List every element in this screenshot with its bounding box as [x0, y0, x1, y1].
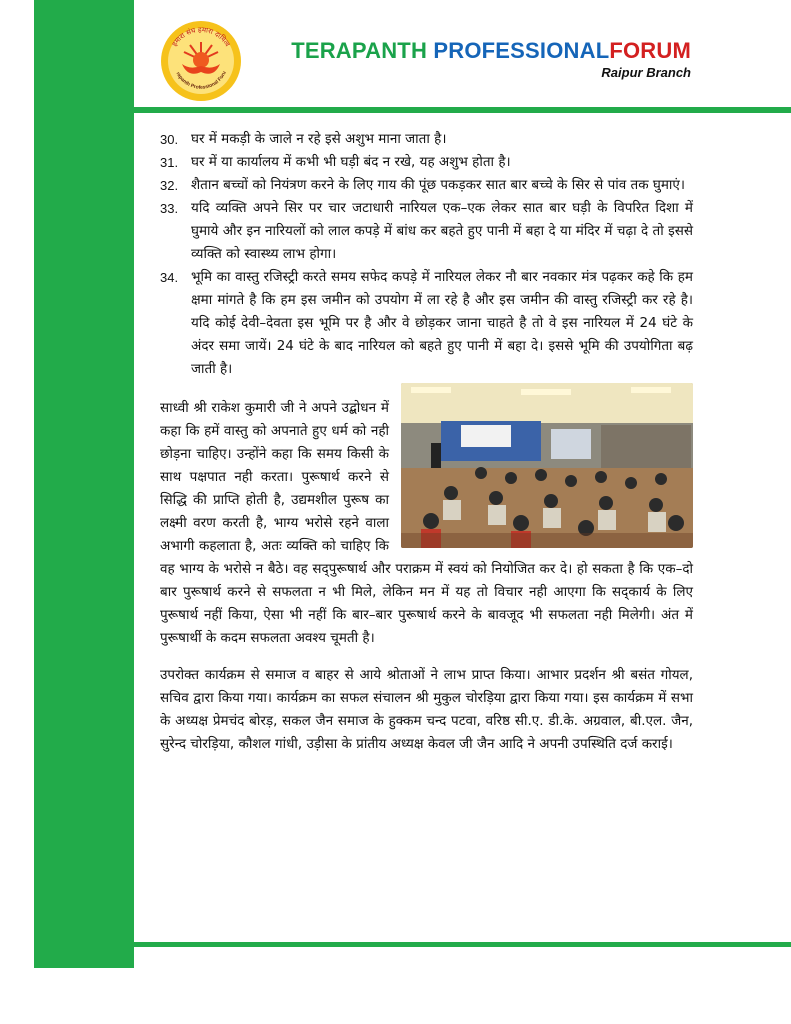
brand-word-professional: PROFESSIONAL [433, 38, 610, 63]
list-item [160, 266, 693, 381]
page-content [160, 128, 693, 756]
event-photo [401, 383, 693, 548]
list-item-number: 34. [160, 270, 179, 285]
paragraph-event-summary: उपरोक्त कार्यक्रम से समाज व बाहर से आये श्रोताओं ने लाभ प्राप्त किया। आभार प्रदर्शन श्री बसंत गोयल, सचिव द्वारा किया गया। कार्यक्रम का सफल संचालन श्री मुकुल चोरड़िया द्वारा किया गया। इस कार्यक्रम में सभा के अध्यक्ष प्रेमचंद बोरड़, सकल जैन समाज के हुक्कम चन्द पटवा, वरिष्ठ सी.ए. डी.के. अग्रवाल, बी.एल. जैन, सुरेन्द चोरड़िया, कौशल गांधी, उड़ीसा के प्रांतीय अध्यक्ष केवल जी जैन आदि ने अपनी उपस्थिति दर्ज कराई। [160, 667, 693, 752]
list-item [160, 197, 693, 266]
brand-word-terapanth: TERAPANTH [291, 38, 428, 63]
brand-word-forum: FORUM [609, 38, 691, 63]
list-item-number: 33. [160, 201, 179, 216]
brand-title [291, 38, 691, 64]
logo-emblem-icon [160, 20, 242, 102]
list-item-text: शैतान बच्चों को नियंत्रण करने के लिए गाय की पूंछ पकड़कर सात बार बच्चे के सिर से पांव तक घुमाएं। [191, 177, 686, 193]
logo-arc-text: हमारा संघ हमारा दायित्व [170, 25, 232, 48]
list-item [160, 151, 693, 174]
list-item-text: यदि व्यक्ति अपने सिर पर चार जटाधारी नारियल एक–एक लेकर सात बार घड़ी के विपरित दिशा में घुमाये और इन नारियलों को लाल कपड़े में बांध कर बहते हुए पानी में बहा दे या मंदिर में चढ़ा दे तो इससे व्यक्ति को स्वास्थ्य लाभ होगा। [191, 200, 693, 262]
paragraph-sadhvi-speech: साध्वी श्री राकेश कुमारी जी ने अपने उद्बोधन में कहा कि हमें वास्तु को अपनाते हुए धर्म को नही छोड़ना चाहिए। उन्होंने कहा कि समय किसी के साथ पक्षपात नही करता। पुरूषार्थ करने से सिद्धि की प्राप्ति होती है, उद्यमशील पुरूष का लक्ष्मी वरण करती है, भाग्य भरोसे रहने वाला अभागी कहलाता है, अतः व्यक्ति को चाहिए कि वह भाग्य के भरोसे न बैठे। वह सद्पुरूषार्थ और पराक्रम में स्वयं को नियोजित कर दे। हो सकता है कि एक–दो बार पुरूषार्थ करने से सफलता न भी मिले, लेकिन मन में यह तो विचार नही आएगा कि सद्कार्य के लिए पुरूषार्थ नहीं किया, ऐसा भी नहीं कि बार–बार पुरूषार्थ करने के बावजूद भी सफलता नही मिलेगी। अंत में पुरूषार्थी के कदम सफलता अवश्य चूमती है। [160, 400, 693, 646]
footer-rule [134, 942, 791, 947]
list-item-text: घर में या कार्यालय में कभी भी घड़ी बंद न रखे, यह अशुभ होता है। [191, 154, 511, 170]
left-sidebar-bar [34, 0, 134, 968]
seminar-audience-photo-icon [401, 383, 693, 548]
list-item [160, 174, 693, 197]
list-item-number: 32. [160, 178, 179, 193]
logo-bottom-text: rapanth Professional Foru [174, 70, 228, 91]
list-item-text: घर में मकड़ी के जाले न रहे इसे अशुभ माना जाता है। [191, 131, 447, 147]
list-item-number: 30. [160, 132, 179, 147]
numbered-list [160, 128, 693, 381]
list-item-text: भूमि का वास्तु रजिस्ट्री करते समय सफेद कपड़े में नारियल लेकर नौ बार नवकार मंत्र पढ़कर कहे कि हम क्षमा मांगते है कि हम इस जमीन को उपयोग में ला रहे है और इस जमीन की वास्तु रजिस्ट्री कर रहे है। यदि कोई देवी–देवता इस भूमि पर है और वे छोड़कर जाना चाहते है तो वे इस नारियल में 24 घंटे के अंदर समा जायें। 24 घंटे के बाद नारियल को बहते हुए पानी में बहा दे। इससे भूमि की उपयोगिता बढ़ जाती है। [191, 269, 693, 377]
branch-name: Raipur Branch [601, 65, 691, 80]
list-item-number: 31. [160, 155, 179, 170]
header-rule [134, 107, 791, 113]
brand-block [291, 38, 691, 80]
list-item [160, 128, 693, 151]
forum-logo [160, 20, 242, 102]
